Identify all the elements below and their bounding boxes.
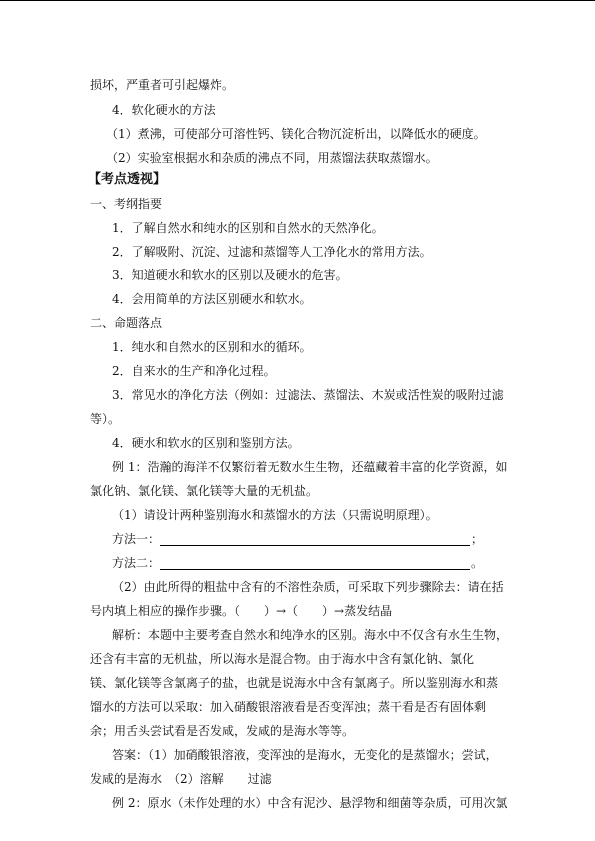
page-top-border	[0, 0, 595, 1]
text-line: （1）请设计两种鉴别海水和蒸馏水的方法（只需说明原理）。	[112, 508, 438, 522]
text-line: 2．了解吸附、沉淀、过滤和蒸馏等人工净化水的常用方法。	[112, 245, 432, 259]
text-line: （2）由此所得的粗盐中含有的不溶性杂质，可采取下列步骤除去：请在括	[112, 580, 504, 594]
text-line: 解析：本题中主要考查自然水和纯净水的区别。海水中不仅含有水生生物，	[112, 628, 509, 642]
text-line: 例 1：浩瀚的海洋不仅繁衍着无数水生生物，还蕴藏着丰富的化学资源，如	[112, 460, 508, 474]
text-line: 镁、氯化镁等含氯离子的盐，也就是说海水中含有氯离子。所以鉴别海水和蒸	[90, 676, 499, 690]
text-line: 3．知道硬水和软水的区别以及硬水的危害。	[112, 268, 348, 282]
text-line: 等）。	[90, 412, 121, 426]
text-line: 3．常见水的净化方法（例如：过滤法、蒸馏法、木炭或活性炭的吸附过滤	[112, 388, 504, 402]
text-line: 4．软化硬水的方法	[112, 103, 216, 117]
section-heading: 【考点透视】	[88, 172, 167, 187]
method-two-blank[interactable]	[160, 569, 470, 570]
text-line: ；	[471, 532, 484, 546]
text-line: 。	[471, 556, 484, 570]
text-line: （1）煮沸，可使部分可溶性钙、镁化合物沉淀析出，以降低水的硬度。	[106, 127, 486, 141]
text-line: 余；用舌头尝试看是否发咸，发咸的是海水等等。	[90, 724, 355, 738]
text-line: （2）实验室根据水和杂质的沸点不同，用蒸馏法获取蒸馏水。	[106, 151, 438, 165]
method-two-label: 方法二：	[112, 556, 161, 570]
text-line: 2．自来水的生产和净化过程。	[112, 364, 276, 378]
method-one-label: 方法一：	[112, 532, 161, 546]
text-line: 号内填上相应的操作步骤。（ ）→（ ）→蒸发结晶	[90, 604, 393, 618]
method-one-blank[interactable]	[160, 545, 470, 546]
text-line: 还含有丰富的无机盐，所以海水是混合物。由于海水中含有氯化钠、氯化	[90, 652, 475, 666]
text-line: 4．会用简单的方法区别硬水和软水。	[112, 292, 312, 306]
text-line: 答案：（1）加硝酸银溶液，变浑浊的是海水，无变化的是蒸馏水；尝试，	[112, 748, 498, 762]
text-line: 例 2：原水（未作处理的水）中含有泥沙、悬浮物和细菌等杂质，可用次氯	[112, 796, 508, 810]
text-line: 损坏，严重者可引起爆炸。	[90, 78, 235, 92]
text-line: 馏水的方法可以采取：加入硝酸银溶液看是否变浑浊；蒸干看是否有固体剩	[90, 700, 487, 714]
text-line: 1．了解自然水和纯水的区别和自然水的天然净化。	[112, 221, 384, 235]
text-line: 1．纯水和自然水的区别和水的循环。	[112, 340, 312, 354]
subsection-heading: 一、考纲指要	[90, 197, 163, 211]
text-line: 4．硬水和软水的区别和鉴别方法。	[112, 436, 300, 450]
text-line: 发咸的是海水 （2）溶解 过滤	[90, 772, 272, 786]
text-line: 氯化钠、氯化镁、氯化镁等大量的无机盐。	[90, 484, 319, 498]
subsection-heading: 二、命题落点	[90, 316, 163, 330]
